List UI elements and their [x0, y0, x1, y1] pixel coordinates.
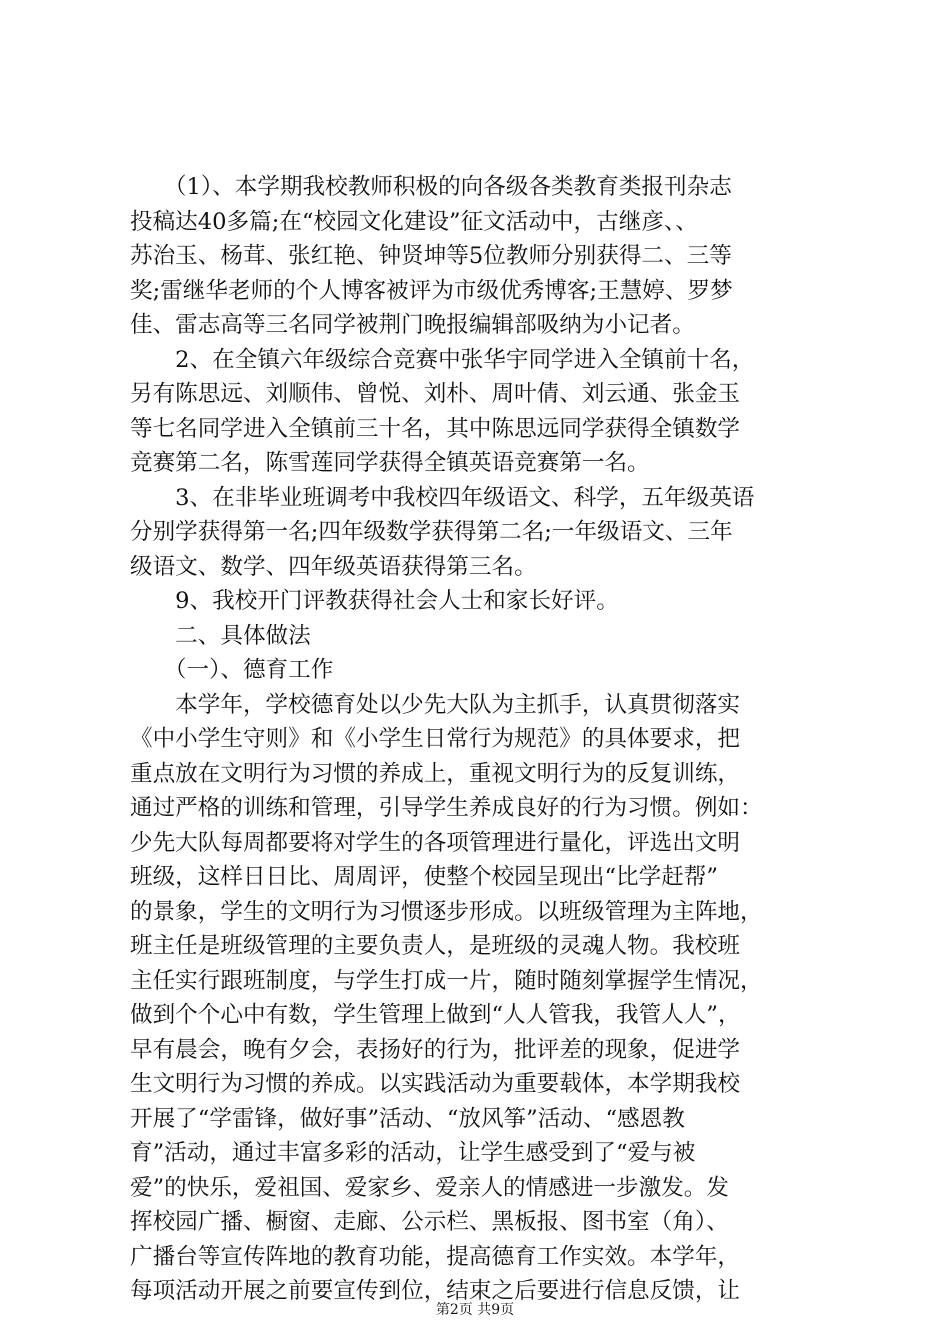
text-line: 育”活动，通过丰富多彩的活动，让学生感受到了“爱与被 [130, 1140, 696, 1166]
text-line: 通过严格的训练和管理，引导学生养成良好的行为习惯。例如： [130, 795, 763, 821]
text-line: 竞赛第二名，陈雪莲同学获得全镇英语竞赛第一名。 [130, 450, 650, 476]
page-number: 第2页 共9页 [435, 1302, 515, 1318]
section-heading: 二、具体做法 [130, 622, 311, 649]
text-line: 分别学获得第一名;四年级数学获得第二名;一年级语文、三年 [130, 519, 733, 545]
text-line: 另有陈思远、刘顺伟、曾悦、刘朴、周叶倩、刘云通、张金玉 [130, 381, 741, 407]
text-line: 挥校园广播、橱窗、走廊、公示栏、黑板报、图书室（角）、 [130, 1209, 729, 1235]
subsection-heading: （一）、德育工作 [130, 657, 334, 683]
text-line: 佳、雷志高等三名同学被荆门晚报编辑部吸纳为小记者。 [130, 312, 695, 338]
text-line: 广播台等宣传阵地的教育功能，提高德育工作实效。本学年， [130, 1243, 741, 1270]
text-line: 班主任是班级管理的主要负责人，是班级的灵魂人物。我校班 [130, 933, 741, 959]
text-line: 开展了“学雷锋，做好事”活动、“放风筝”活动、“感恩教 [130, 1105, 685, 1132]
text-line: 少先大队每周都要将对学生的各项管理进行量化，评选出文明 [130, 829, 741, 856]
text-line: 早有晨会，晚有夕会，表扬好的行为，批评差的现象，促进学 [130, 1036, 741, 1063]
text-line: 重点放在文明行为习惯的养成上，重视文明行为的反复训练， [130, 760, 741, 787]
text-line: 爱”的快乐，爱祖国、爱家乡、爱亲人的情感进一步激发。发 [130, 1174, 729, 1201]
text-line: 班级，这样日日比、周周评，使整个校园呈现出“比学赶帮” [130, 864, 718, 890]
text-line: 主任实行跟班制度，与学生打成一片，随时随刻掌握学生情况， [130, 967, 763, 994]
body-text [130, 170, 830, 1309]
page-footer [0, 1301, 950, 1319]
text-line: 生文明行为习惯的养成。以实践活动为重要载体，本学期我校 [130, 1071, 741, 1097]
text-line: 每项活动开展之前要宣传到位，结束之后要进行信息反馈，让 [130, 1278, 741, 1304]
text-line: 《中小学生守则》和《小学生日常行为规范》的具体要求，把 [130, 726, 741, 752]
text-line: （1）、本学期我校教师积极的向各级各类教育类报刊杂志 [130, 174, 732, 200]
text-line: 苏治玉、杨茸、张红艳、钟贤坤等5位教师分别获得二、三等 [130, 243, 732, 269]
text-line: 等七名同学进入全镇前三十名，其中陈思远同学获得全镇数学 [130, 415, 741, 442]
text-line: 9、我校开门评教获得社会人士和家长好评。 [130, 588, 619, 614]
text-line: 投稿达40多篇;在“校园文化建设”征文活动中，古继彦、、 [130, 208, 698, 235]
text-line: 2、在全镇六年级综合竞赛中张华宇同学进入全镇前十名， [130, 346, 755, 373]
text-line: 级语文、数学、四年级英语获得第三名。 [130, 553, 537, 580]
text-line: 3、在非毕业班调考中我校四年级语文、科学，五年级英语 [130, 484, 755, 511]
text-line: 本学年，学校德育处以少先大队为主抓手，认真贯彻落实 [130, 691, 741, 718]
text-line: 的景象，学生的文明行为习惯逐步形成。以班级管理为主阵地， [130, 898, 763, 925]
text-line: 做到个个心中有数，学生管理上做到“人人管我，我管人人”， [130, 1002, 741, 1028]
text-line: 奖;雷继华老师的个人博客被评为市级优秀博客;王慧婷、罗梦 [130, 277, 733, 304]
